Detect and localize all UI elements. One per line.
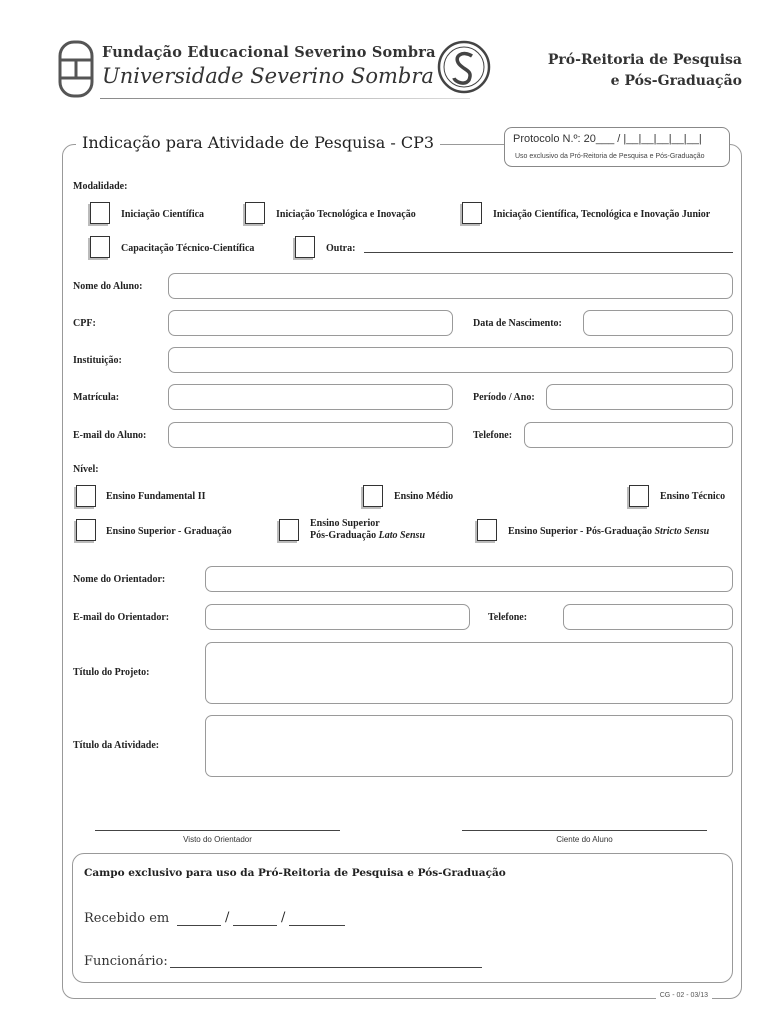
signature-label-aluno: Ciente do Aluno [556, 835, 613, 844]
checkbox-iniciacao-tecnologica[interactable] [245, 202, 265, 224]
checkbox-tecnico[interactable] [629, 485, 649, 507]
telefone-aluno-input[interactable] [524, 422, 733, 448]
matricula-input[interactable] [168, 384, 453, 410]
checkbox-outra[interactable] [295, 236, 315, 258]
recebido-year-line[interactable] [289, 925, 345, 926]
signature-line-aluno[interactable] [462, 830, 707, 831]
lato-prefix: Pós-Graduação [310, 530, 379, 541]
option-capacitacao: Capacitação Técnico-Científica [121, 243, 255, 254]
header-rule [100, 98, 470, 99]
checkbox-iniciacao-cientifica[interactable] [90, 202, 110, 224]
matricula-label: Matrícula: [73, 392, 120, 403]
email-aluno-label: E-mail do Aluno: [73, 430, 147, 441]
form-title: Indicação para Atividade de Pesquisa - CP3 [76, 133, 440, 152]
option-iniciacao-junior: Iniciação Científica, Tecnológica e Inovação Junior [493, 209, 711, 220]
checkbox-capacitacao[interactable] [90, 236, 110, 258]
option-outra: Outra: [326, 243, 356, 254]
checkbox-stricto-sensu[interactable] [477, 519, 497, 541]
nome-orientador-label: Nome do Orientador: [73, 574, 166, 585]
titulo-atividade-input[interactable] [205, 715, 733, 777]
funcionario-line[interactable] [170, 967, 482, 968]
titulo-atividade-label: Título da Atividade: [73, 740, 160, 751]
stricto-prefix: Ensino Superior - Pós-Graduação [508, 526, 655, 537]
option-iniciacao-tecnologica: Iniciação Tecnológica e Inovação [276, 209, 416, 220]
periodo-ano-label: Período / Ano: [473, 392, 535, 403]
protocol-note: Uso exclusivo da Pró-Reitoria de Pesquisa e Pós-Graduação [515, 153, 705, 160]
protocol-box [504, 127, 730, 167]
option-medio: Ensino Médio [394, 491, 454, 502]
checkbox-graduacao[interactable] [76, 519, 96, 541]
instituicao-input[interactable] [168, 347, 733, 373]
option-fundamental: Ensino Fundamental II [106, 491, 206, 502]
cpf-label: CPF: [73, 318, 96, 329]
recebido-slash-2: / [281, 910, 286, 925]
email-orientador-label: E-mail do Orientador: [73, 612, 170, 623]
recebido-label: Recebido em [84, 911, 170, 926]
email-orientador-input[interactable] [205, 604, 470, 630]
nome-aluno-input[interactable] [168, 273, 733, 299]
funcionario-label: Funcionário: [84, 954, 168, 969]
university-logo-icon [58, 40, 94, 98]
checkbox-fundamental[interactable] [76, 485, 96, 507]
telefone-orientador-input[interactable] [563, 604, 733, 630]
foundation-name: Fundação Educacional Severino Sombra [102, 44, 436, 61]
option-lato-sensu-line2 [310, 530, 425, 541]
recebido-day-line[interactable] [177, 925, 221, 926]
seal-icon [437, 40, 491, 94]
recebido-month-line[interactable] [233, 925, 277, 926]
nome-orientador-input[interactable] [205, 566, 733, 592]
data-nascimento-input[interactable] [583, 310, 733, 336]
stricto-italic: Stricto Sensu [654, 526, 710, 537]
checkbox-lato-sensu[interactable] [279, 519, 299, 541]
instituicao-label: Instituição: [73, 355, 122, 366]
pro-rectory-line1: Pró-Reitoria de Pesquisa [547, 52, 742, 68]
option-tecnico: Ensino Técnico [660, 491, 726, 502]
titulo-projeto-label: Título do Projeto: [73, 667, 150, 678]
footer-code: CG - 02 - 03/13 [656, 992, 712, 999]
exclusive-box [72, 853, 733, 983]
exclusive-box-title: Campo exclusivo para uso da Pró-Reitoria de Pesquisa e Pós-Graduação [84, 867, 506, 879]
telefone-orientador-label: Telefone: [488, 612, 528, 623]
option-iniciacao-cientifica: Iniciação Científica [121, 209, 205, 220]
signature-label-orientador: Visto do Orientador [183, 835, 252, 844]
outra-input-line[interactable] [364, 252, 733, 253]
option-stricto-sensu [508, 526, 709, 537]
lato-italic: Lato Sensu [378, 530, 426, 541]
recebido-slash-1: / [225, 910, 230, 925]
cpf-input[interactable] [168, 310, 453, 336]
titulo-projeto-input[interactable] [205, 642, 733, 704]
university-name: Universidade Severino Sombra [102, 64, 434, 88]
option-lato-sensu-line1: Ensino Superior [310, 518, 380, 529]
periodo-ano-input[interactable] [546, 384, 733, 410]
modalidade-label: Modalidade: [73, 181, 128, 192]
data-nascimento-label: Data de Nascimento: [473, 318, 562, 329]
signature-line-orientador[interactable] [95, 830, 340, 831]
option-graduacao: Ensino Superior - Graduação [106, 526, 232, 537]
telefone-aluno-label: Telefone: [473, 430, 513, 441]
nome-aluno-label: Nome do Aluno: [73, 281, 143, 292]
nivel-label: Nível: [73, 464, 99, 475]
protocol-number-field[interactable]: Protocolo N.º: 20___ / |__|__|__|__|__| [513, 133, 702, 145]
pro-rectory-line2: e Pós-Graduação [610, 73, 742, 89]
checkbox-iniciacao-junior[interactable] [462, 202, 482, 224]
checkbox-medio[interactable] [363, 485, 383, 507]
email-aluno-input[interactable] [168, 422, 453, 448]
